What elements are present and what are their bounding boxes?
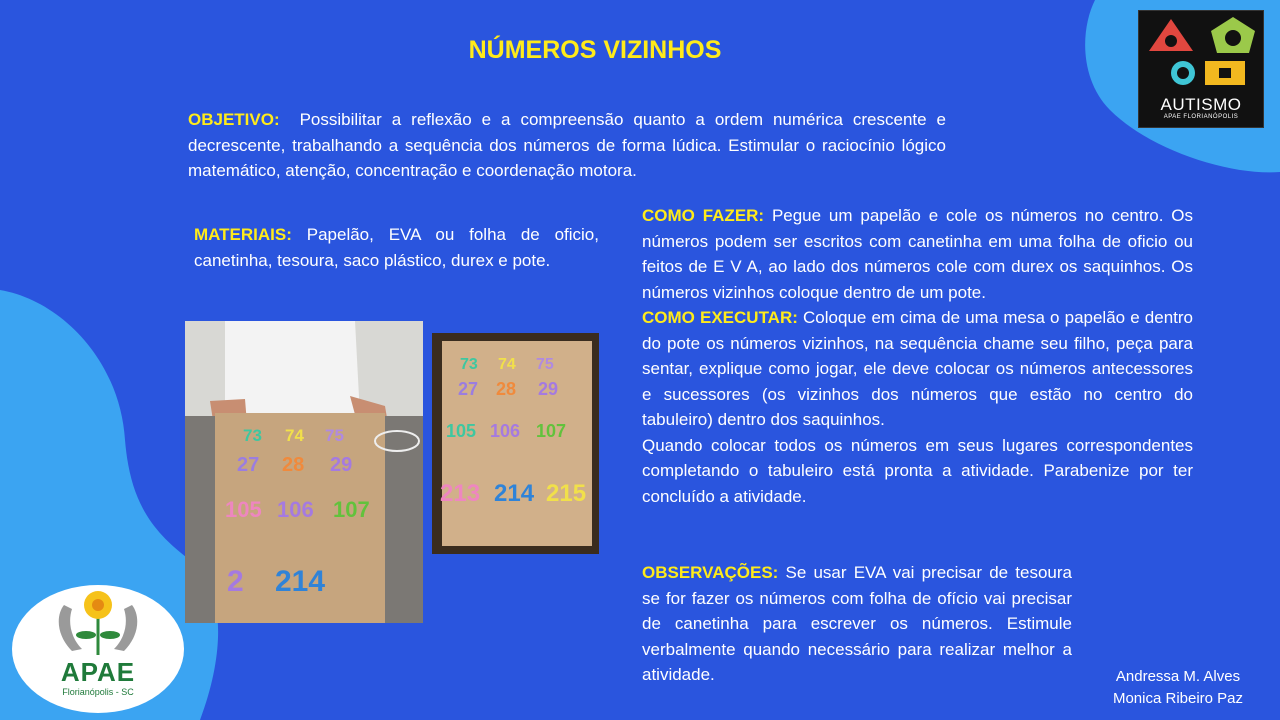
leaf-right — [100, 631, 120, 639]
right-hand-icon — [114, 605, 137, 651]
n29: 29 — [330, 454, 353, 476]
observations-label: OBSERVAÇÕES: — [642, 563, 779, 582]
n215: 215 — [546, 480, 587, 507]
autismo-logo-label: AUTISMO — [1160, 95, 1242, 114]
objective-text: Possibilitar a reflexão e a compreensão quanto a ordem numérica crescente e decrescente, trabalhando a sequência dos números de forma lúdica. Estimular o raciocínio lógico matemático, atenção, concentração e coordenação motora. — [188, 110, 946, 180]
materials-label: MATERIAIS: — [194, 225, 292, 244]
left-hand-icon — [59, 605, 82, 651]
n107: 107 — [536, 421, 567, 441]
n2: 2 — [227, 565, 244, 598]
autismo-logo — [1138, 10, 1264, 128]
objective-paragraph — [188, 107, 946, 184]
leaf-left — [76, 631, 96, 639]
n73: 73 — [460, 356, 478, 373]
author-2: Monica Ribeiro Paz — [1112, 690, 1244, 707]
activity-photo-board — [432, 333, 599, 554]
n214: 214 — [275, 565, 326, 598]
n74: 74 — [498, 356, 516, 373]
observations-text: Se usar EVA vai precisar de tesoura se for fazer os números com folha de ofício vai precisar de canetinha para escrever os números. Estimule verbalmente quando necessário para realizar melhor a atividade. — [642, 563, 1072, 684]
autismo-shapes-icon — [1139, 11, 1263, 95]
materials-paragraph — [194, 222, 599, 273]
autismo-logo-sub: APAE FLORIANÓPOLIS — [1163, 114, 1239, 120]
apae-logo-city: Florianópolis - SC — [62, 687, 134, 697]
n106: 106 — [490, 421, 521, 441]
how-to-play-paragraph-2: Quando colocar todos os números em seus lugares correspondentes completando o tabuleiro está pronta a atividade. Parabenize por ter concluído a atividade. — [642, 435, 1193, 506]
green-pentagon-inner — [1225, 30, 1241, 46]
flower-hands-icon — [12, 585, 184, 665]
cyan-ring-inner — [1177, 67, 1189, 79]
author-1: Andressa M. Alves — [1115, 668, 1241, 685]
n75: 75 — [536, 356, 554, 373]
how-to-play-text: Coloque em cima de uma mesa o papelão e dentro do pote os números vizinhos, na sequência chame seu filho, peça para sentar, explique como jogar, ele deve colocar os números antecessores e sucessores (os vizinhos dos números que estão no centro do tabuleiro) dentro dos saquinhos. — [642, 308, 1193, 429]
authors — [1090, 666, 1266, 710]
n107: 107 — [333, 497, 370, 522]
apae-logo-name: APAE — [60, 657, 136, 687]
n28: 28 — [496, 379, 517, 399]
n213: 213 — [440, 480, 481, 507]
n27: 27 — [458, 379, 479, 399]
activity-photo-child — [185, 321, 423, 623]
how-to-play-paragraph — [642, 305, 1193, 433]
n28: 28 — [282, 454, 305, 476]
n27: 27 — [237, 454, 260, 476]
flower-center — [92, 599, 104, 611]
instructions-block — [642, 203, 1193, 509]
how-to-make-paragraph — [642, 203, 1193, 305]
apae-logo — [12, 585, 184, 713]
n74: 74 — [285, 426, 304, 445]
n29: 29 — [538, 379, 559, 399]
n73: 73 — [243, 426, 262, 445]
n75: 75 — [325, 426, 344, 445]
how-to-make-text: Pegue um papelão e cole os números no centro. Os números podem ser escritos com canetinha em uma folha de oficio ou feitos de E V A, ao lado dos números cole com durex os saquinhos. Os números vizinhos coloque dentro de um pote. — [642, 206, 1193, 302]
materials-text: Papelão, EVA ou folha de oficio, canetinha, tesoura, saco plástico, durex e pote. — [194, 225, 599, 270]
red-triangle-inner — [1165, 35, 1177, 47]
yellow-square-inner — [1219, 68, 1231, 78]
n214: 214 — [494, 480, 535, 507]
page-title: NÚMEROS VIZINHOS — [468, 36, 722, 64]
how-to-play-label: COMO EXECUTAR: — [642, 308, 798, 327]
objective-label: OBJETIVO: — [188, 110, 280, 129]
observations-paragraph — [642, 560, 1072, 688]
how-to-make-label: COMO FAZER: — [642, 206, 765, 225]
n105: 105 — [446, 421, 477, 441]
n106: 106 — [277, 497, 314, 522]
n105: 105 — [225, 497, 262, 522]
